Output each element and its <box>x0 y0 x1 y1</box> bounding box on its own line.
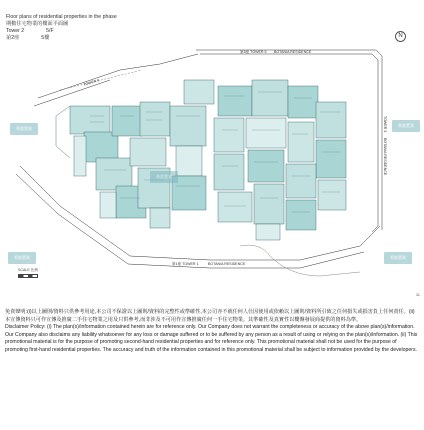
floor-label-en: 5/F <box>46 28 54 34</box>
label-right-tower: TOWER 3 <box>383 116 387 133</box>
label-top-tower: 第5座 TOWER 5 <box>240 50 267 54</box>
watermark-logo: 香港置業 <box>392 120 420 132</box>
compass-icon: N <box>395 31 406 42</box>
tower-block-left <box>56 102 170 228</box>
disclaimer-en: Disclaimer Policy: (i) The plan(s)/information contained herein are for reference only. Our Company does not warrant the completeness or accuracy of the above plan(s)/information. Our Company also disclaims any liability whatsoever for any loss or damage suffered or to be suffered by any person as a result of using or relying on the plan(s)/information. (ii) This promotional material is for the purpose of promoting second-hand residential properties and for reference only. This promotional material shall not be used for the purpose of promoting first-hand residential properties. The accuracy and truth of the information contained in this promotional material shall be subject to information provided by the developers. <box>5 324 418 353</box>
railing-line <box>60 70 142 90</box>
watermark-logo: 香港置業 <box>384 252 412 264</box>
watermark-logo: 香港置業 <box>150 171 178 183</box>
tower-row-en <box>6 28 117 35</box>
watermark-logo: 香港置業 <box>8 252 36 264</box>
label-top-residence: BOTANIA RESIDENCE <box>274 50 312 54</box>
floor-plan <box>0 46 424 306</box>
tower-row-zh <box>6 35 117 42</box>
label-left-tower: TOWER 6 <box>83 78 100 87</box>
page-header <box>6 14 117 42</box>
disclaimer <box>5 309 419 354</box>
title-zh: 期數住宅物業的樓面平面圖 <box>6 21 69 27</box>
watermark-logo: 香港置業 <box>10 123 38 135</box>
label-bottom-tower: 第1座 TOWER 1 <box>172 262 199 266</box>
scale-graphic <box>18 274 38 278</box>
floor-label-zh: 5樓 <box>41 35 50 41</box>
scale-bar <box>18 268 38 278</box>
tower-block-center <box>170 80 214 210</box>
disclaimer-zh: 免責聲明:(i)以上圖則/資料只供參考用途,本公司不保證以上圖則/資料的完整性或準確性,本公司亦不就任何人仕因使用或依賴以上圖則/資料所引致之任何損失或損害負上任何責任。(ii)本宣傳資料只可作宣傳及推廣二手住宅物業之用及只供參考,而非涉及不可用作宣傳推廣任何一手住宅物業。其準確性及真實性以樓盤發展商提供的資料為準。 <box>5 309 415 323</box>
tower-block-right <box>214 80 346 240</box>
scale-label: SCALE 比例 <box>18 268 38 272</box>
tower-label-en: Tower 2 <box>6 28 25 34</box>
title-en: Floor plans of residential properties in the phase <box>6 14 117 20</box>
label-bottom-residence: BOTANIA RESIDENCE <box>208 262 246 266</box>
label-right-residence: BOTANIA RESIDENCE <box>383 138 387 176</box>
tower-label-zh: 第2座 <box>6 35 20 41</box>
page-number: 11 <box>415 292 420 297</box>
